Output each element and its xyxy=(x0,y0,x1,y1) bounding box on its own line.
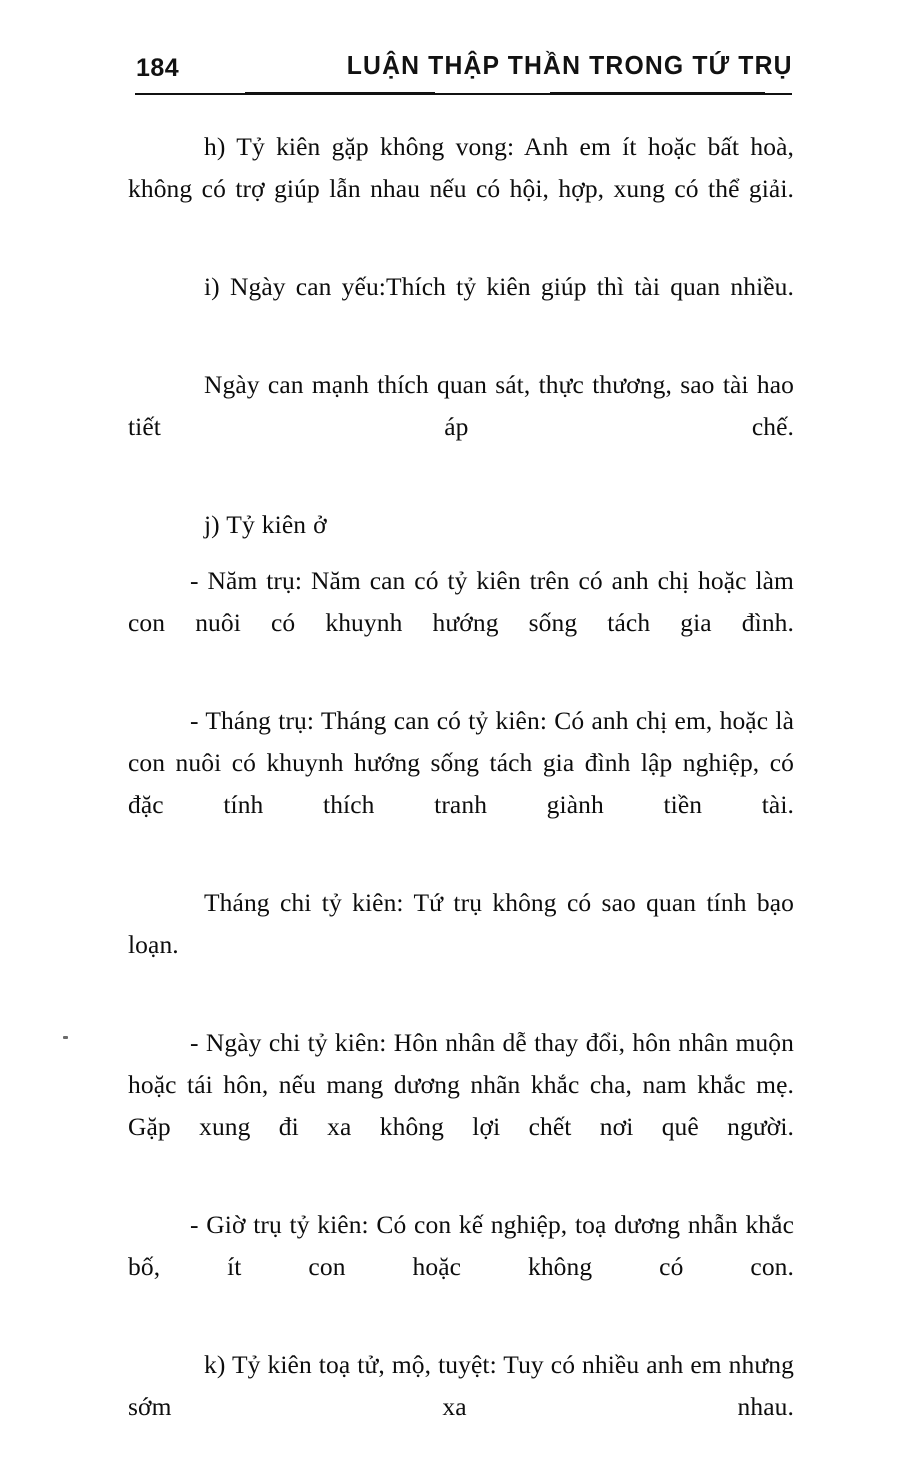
page-number: 184 xyxy=(136,54,180,82)
paragraph-ngay-chi: - Ngày chi tỷ kiên: Hôn nhân dễ thay đổi, hôn nhân muộn hoặc tái hôn, nếu mang dương nhãn khắc cha, nam khắc mẹ. Gặp xung đi xa không lợi chết nơi quê người. xyxy=(128,1028,794,1141)
rule-segment-thick-mid xyxy=(550,92,765,95)
paragraph-h: h) Tỷ kiên gặp không vong: Anh em ít hoặc bất hoà, không có trợ giúp lẫn nhau nếu có hội, hợp, xung có thể giải. xyxy=(128,132,794,203)
paragraph-j: j) Tỷ kiên ở xyxy=(204,510,327,539)
paragraph-i: i) Ngày can yếu:Thích tỷ kiên giúp thì tài quan nhiều. xyxy=(204,272,794,301)
paragraph-k: k) Tỷ kiên toạ tử, mộ, tuyệt: Tuy có nhiều anh em nhưng sớm xa nhau. xyxy=(128,1350,794,1421)
paragraph-thang-tru: - Tháng trụ: Tháng can có tỷ kiên: Có anh chị em, hoặc là con nuôi có khuynh hướng sống tách gia đình lập nghiệp, có đặc tính thích tranh giành tiền tài. xyxy=(128,706,794,819)
scan-speck-artifact xyxy=(63,1036,68,1039)
paragraph-ngay-can-manh: Ngày can mạnh thích quan sát, thực thương, sao tài hao tiết áp chế. xyxy=(128,370,794,441)
paragraph-gio-tru: - Giờ trụ tỷ kiên: Có con kế nghiệp, toạ dương nhẫn khắc bố, ít con hoặc không có con. xyxy=(128,1210,794,1281)
rule-segment-thick-left xyxy=(245,92,435,95)
paragraph-thang-chi: Tháng chi tỷ kiên: Tứ trụ không có sao quan tính bạo loạn. xyxy=(128,888,794,959)
header-divider-rule xyxy=(135,92,792,96)
page-body-text xyxy=(128,126,794,1484)
paragraph-nam-tru: - Năm trụ: Năm can có tỷ kiên trên có anh chị hoặc làm con nuôi có khuynh hướng sống tách gia đình. xyxy=(128,566,794,637)
rule-segment-right xyxy=(765,93,792,95)
running-title: LUẬN THẬP THẦN TRONG TỨ TRỤ xyxy=(347,52,793,80)
